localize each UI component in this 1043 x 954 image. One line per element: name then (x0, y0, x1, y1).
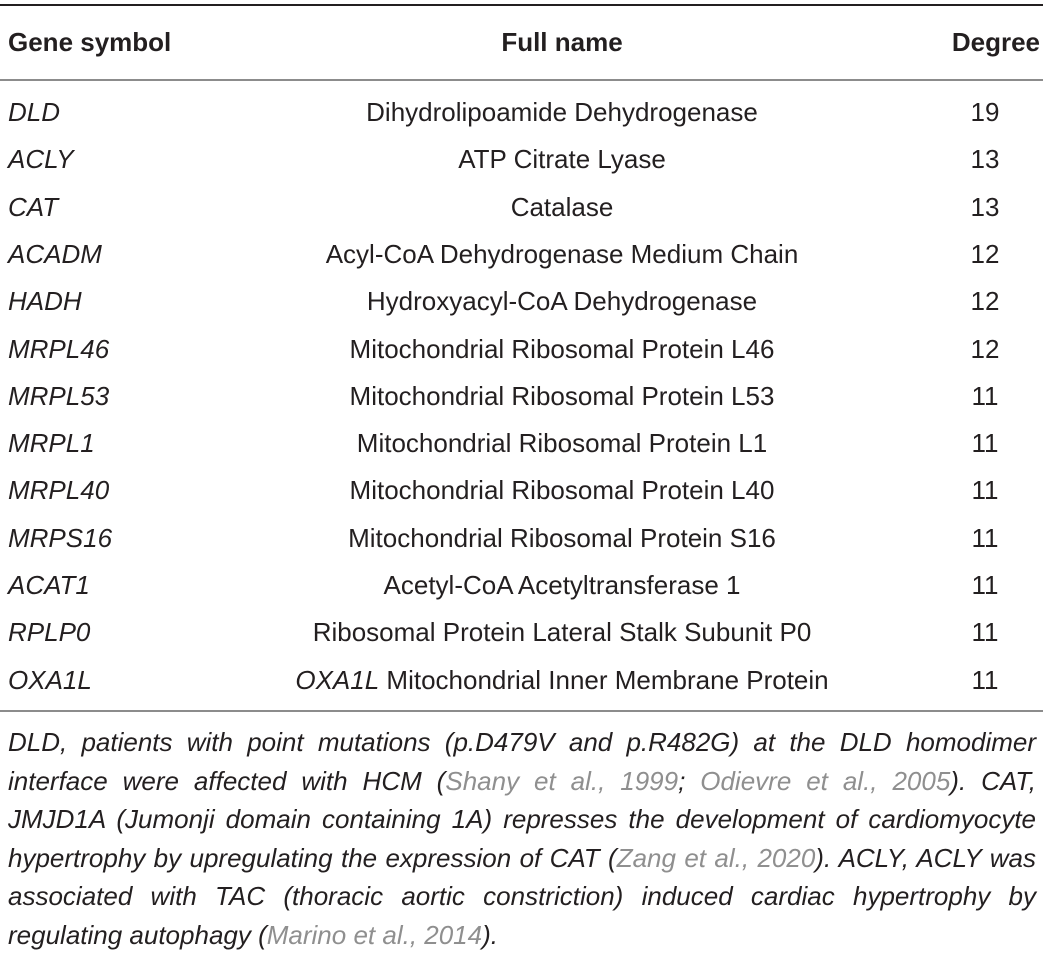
degree-cell: 13 (970, 191, 1000, 222)
full-name-cell (270, 89, 854, 135)
footnote-text: ). (482, 919, 498, 950)
full-name-text: Acetyl-CoA Acetyltransferase 1 (383, 570, 741, 600)
header-degree: Degree (951, 27, 1040, 57)
table-row (0, 278, 1043, 324)
table-row (0, 467, 1043, 513)
full-name-cell (270, 231, 854, 277)
full-name-cell (270, 420, 854, 466)
table-header-row (0, 19, 1043, 65)
gene-symbol-cell: MRPL46 (8, 333, 110, 364)
full-name-cell (270, 609, 854, 655)
degree-cell: 11 (971, 428, 999, 459)
full-name-cell (270, 467, 854, 513)
degree-cell: 11 (971, 380, 999, 411)
full-name-text: Mitochondrial Ribosomal Protein L46 (349, 333, 775, 364)
full-name-cell (270, 136, 854, 182)
degree-cell: 12 (970, 238, 1000, 269)
gene-symbol-cell: MRPL53 (8, 380, 110, 411)
full-name-text: Catalase (510, 191, 614, 222)
degree-cell: 11 (971, 664, 999, 695)
gene-symbol-cell: MRPL40 (8, 475, 110, 506)
gene-symbol-cell: ACLY (8, 144, 74, 175)
full-name-gene-prefix: OXA1L (295, 664, 380, 695)
table-row (0, 184, 1043, 230)
full-name-text: Ribosomal Protein Lateral Stalk Subunit P0 (312, 617, 812, 648)
full-name-text: Acyl-CoA Dehydrogenase Medium Chain (325, 238, 799, 269)
full-name-text: Mitochondrial Ribosomal Protein L1 (356, 428, 768, 459)
degree-cell: 13 (970, 144, 1000, 175)
table-row (0, 515, 1043, 561)
table-header-rule (0, 79, 1043, 81)
table-row (0, 609, 1043, 655)
full-name-text: Mitochondrial Ribosomal Protein L40 (349, 475, 775, 506)
full-name-cell (270, 562, 854, 608)
gene-symbol-cell: HADH (8, 286, 82, 317)
full-name-text: Mitochondrial Inner Membrane Protein (379, 664, 829, 695)
table-row (0, 231, 1043, 277)
header-gene-symbol: Gene symbol (8, 27, 172, 57)
gene-symbol-cell: MRPL1 (8, 428, 95, 459)
gene-symbol-cell: ACAT1 (8, 570, 90, 600)
citation-link[interactable]: Zang et al., 2020 (616, 842, 816, 873)
table-row (0, 420, 1043, 466)
full-name-text: Mitochondrial Ribosomal Protein L53 (349, 380, 775, 411)
table-footnote (8, 723, 1036, 954)
full-name-cell (270, 184, 854, 230)
footnote-text: ). ACLY, ACLY was associated with TAC (thoracic aortic constriction) induced cardiac hypertrophy by regulating autophagy ( (8, 842, 1036, 950)
table-row (0, 326, 1043, 372)
degree-cell: 19 (970, 97, 1000, 127)
gene-symbol-cell: DLD (8, 97, 61, 127)
gene-symbol-cell: OXA1L (8, 664, 92, 695)
full-name-text: Mitochondrial Ribosomal Protein S16 (348, 522, 776, 553)
table-bottom-rule (0, 710, 1043, 712)
degree-cell: 11 (971, 617, 999, 648)
degree-cell: 12 (970, 286, 1000, 317)
footnote-text: ; (678, 765, 701, 796)
full-name-cell (270, 373, 854, 419)
gene-symbol-cell: MRPS16 (8, 522, 113, 553)
table-row (0, 89, 1043, 135)
full-name-text: ATP Citrate Lyase (458, 144, 666, 175)
full-name-cell (270, 657, 854, 703)
full-name-text: Dihydrolipoamide Dehydrogenase (366, 97, 758, 127)
full-name-text: Hydroxyacyl-CoA Dehydrogenase (366, 286, 758, 317)
full-name-cell (270, 326, 854, 372)
table-top-rule (0, 4, 1043, 6)
footnote-text: ). CAT, JMJD1A (Jumonji domain containing 1A) represses the development of cardiomyocyte hypertrophy by upregulating the expression of CAT ( (8, 765, 1037, 873)
citation-link[interactable]: Marino et al., 2014 (266, 919, 483, 950)
gene-symbol-cell: RPLP0 (8, 617, 91, 648)
footnote-text: DLD, patients with point mutations (p.D479V and p.R482G) at the DLD homodimer interface were affected with HCM ( (8, 727, 1036, 796)
degree-cell: 11 (971, 475, 999, 506)
gene-symbol-cell: CAT (8, 191, 59, 222)
table-row (0, 562, 1043, 608)
header-full-name: Full name (501, 27, 623, 57)
citation-link[interactable]: Odievre et al., 2005 (700, 765, 951, 796)
table-row (0, 657, 1043, 703)
table-row (0, 373, 1043, 419)
degree-cell: 12 (970, 333, 1000, 364)
gene-symbol-cell: ACADM (8, 238, 102, 269)
table-row (0, 136, 1043, 182)
degree-cell: 11 (971, 522, 999, 553)
degree-cell: 11 (971, 570, 999, 600)
full-name-cell (270, 278, 854, 324)
citation-link[interactable]: Shany et al., 1999 (445, 765, 679, 796)
full-name-cell (270, 515, 854, 561)
